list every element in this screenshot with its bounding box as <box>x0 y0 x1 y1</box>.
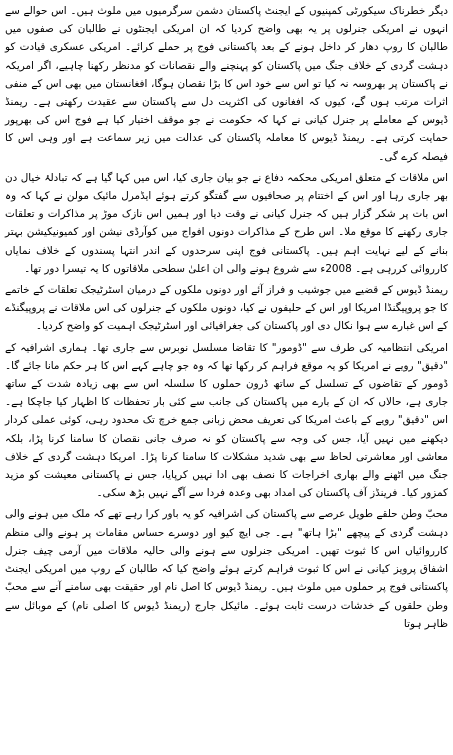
article-paragraph-5: محبّ وطن حلقے طویل عرصے سے پاکستان کی اشرافیہ کو یہ باور کرا رہے تھے کہ ملک میں ہونے والی دہشت گردی کے پیچھے "بڑا ہاتھ" ہے۔ جی ایچ کیو اور دوسرے حساس مقامات پر ہونے والی منظم کارروائیاں اس کا ثبوت تھیں۔ امریکی جنرلوں سے ہونے والی حالیہ ملاقات میں آرمی چیف جنرل اشفاق پرویز کیانی نے اس کا ثبوت فراہم کرتے ہوئے واضح کیا کہ طالبان کے روپ میں امریکی ایجنٹ پاکستانی فوج پر حملوں میں ملوث ہیں۔ ریمنڈ ڈیوس کا اصل نام اور حقیقت بھی سامنے آنے سے محبّ وطن حلقوں کے خدشات درست ثابت ہوئے۔ مائیکل جارج (ریمنڈ ڈیوس کا اصلی نام) کے موبائل سے ظاہر ہوتا <box>5 508 448 630</box>
article-paragraph-2: اس ملاقات کے متعلق امریکی محکمہ دفاع نے جو بیان جاری کیا، اس میں کہا گیا ہے کہ تبادلۂ خیال دن بھر جاری رہا اور اس کے اختتام پر صحافیوں سے گفتگو کرتے ہوئے ایڈمرل مائیک مولن نے کہا کہ وہ اس بات پر شکر گزار ہیں کہ جنرل کیانی نے وقت دیا اور ہمیں اس نازک موڑ پر مذاکرات و تعلقات جاری رکھنے کا موقع ملا۔ اس طرح کے مذاکرات دونوں افواج میں کوآرڈی نیشن اور کمیونیکیشن بہتر بنانے کے لیے نہایت اہم ہیں۔ پاکستانی فوج اپنی سرحدوں کے اندر انتہا پسندوں کے خلاف نمایاں کارروائی کررہی ہے۔ 2008ء سے شروع ہونے والی ان اعلیٰ سطحی ملاقاتوں کا یہ تیسرا دور تھا۔ <box>5 171 448 275</box>
article-paragraph-1: دیگر خطرناک سیکورٹی کمپنیوں کے ایجنٹ پاکستان دشمن سرگرمیوں میں ملوث ہیں۔ اس حوالے سے انہوں نے امریکی جنرلوں پر یہ بھی واضح کردیا کہ ان امریکی ایجنٹوں نے طالبان کی صفوں میں طالبان کا روپ دھار کر داخل ہونے کے بعد پاکستانی فوج پر حملے کرائے۔ امریکی عسکری قیادت کو دہشت گردی کے خلاف جنگ میں پاکستان کو پہنچنے والے نقصانات کو مدنظر رکھنا چاہیے، اگر امریکہ نے پاکستان پر بھروسہ نہ کیا تو اس سے خود اس کا بڑا نقصان ہوگا، افغانستان میں بھی اس کے منفی اثرات مرتب ہوں گے، کیوں کہ افغانوں کی اکثریت دل سے پاکستان سے عقیدت رکھتی ہے۔ ریمنڈ ڈیوس کے معاملے پر جنرل کیانی نے کہا کہ حکومت نے جو موقف اختیار کیا ہے فوج اس کی بھرپور حمایت کرتی ہے۔ ریمنڈ ڈیوس کا معاملہ پاکستان کی عدالت میں زیر سماعت ہے اور وہی اس کا فیصلہ کرے گی۔ <box>5 5 448 163</box>
article-paragraph-3: ریمنڈ ڈیوس کے قضیے میں جوشیب و فراز آئے اور دونوں ملکوں کے درمیان اسٹرٹیجک تعلقات کے خاتمے کا جو پروپیگنڈا امریکا اور اس کے حلیفوں نے کیا، دونوں ملکوں کے جنرلوں کی اس ملاقات نے پروپیگنڈے کے اس غبارے سے ہوا نکال دی اور پاکستان کی جغرافیائی اور اسٹرٹیجک اہمیت کو واضح کردیا۔ <box>5 284 448 333</box>
article-paragraph-4: امریکی انتظامیہ کی طرف سے "ڈومور" کا تقاضا مسلسل نوبرس سے جاری تھا۔ ہماری اشرافیہ کے "دقیق" رویے نے امریکا کو یہ موقع فراہم کر رکھا تھا کہ وہ جو چاہے کہے اس کا ہر حکم مانا جائے گا۔ ڈومور کے تقاضوں کے تسلسل کے ساتھ ڈرون حملوں کا سلسلہ اس سے بھی زیادہ شدت کے ساتھ جاری ہے، حالاں کہ ان کے بارے میں پاکستان کی جانب سے کئی بار تحفظات کا اظہار کیا جاچکا ہے۔ اس "دقیق" رویے کے باعث امریکا کی تعریف محض زبانی جمع خرچ تک محدود رہی، کوئی عملی کردار دیکھنے میں نہیں آیا، جس کی وجہ سے پاکستان کو نہ صرف جانی نقصان کا سامنا کرنا پڑا، بلکہ معاشی اور معاشرتی لحاظ سے بھی شدید مشکلات کا سامنا کرنا پڑا۔ امریکا دہشت گردی کے خلاف جنگ میں اٹھنے والے بھاری اخراجات کا نصف بھی ادا نہیں کرپایا، جس نے پاکستانی معیشت کو مزید کمزور کیا۔ فرینڈز آف پاکستان کی امداد بھی وعدہ فردا سے آگے نہیں بڑھ سکی۔ <box>5 341 448 500</box>
